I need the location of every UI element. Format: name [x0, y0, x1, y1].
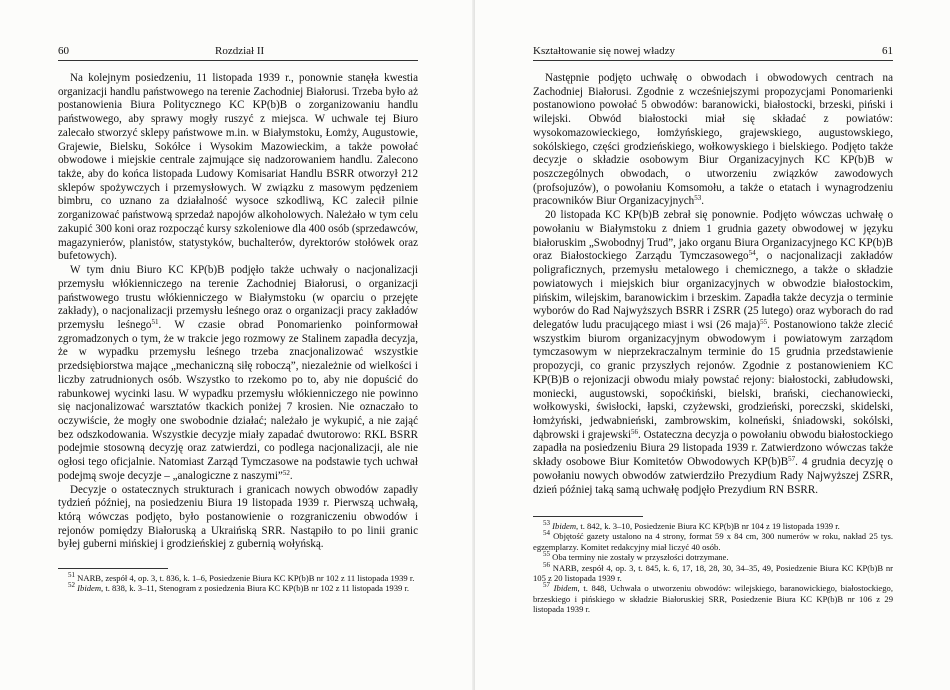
left-body-text: [58, 72, 418, 552]
footnote-ref-57: 57: [788, 455, 796, 464]
left-paragraph-1: Na kolejnym posiedzeniu, 11 listopada 1939 r., ponownie stanęła kwestia organizacji handlu państwowego na terenie Zachodniej Białorusi. Trzeba było aż postanowienia Biura Politycznego KC KP(b)B o zorganizowaniu handlu państwowego, aby sprawy mogły ruszyć z miejsca. W uchwale tej Biuro zalecało stworzyć sklepy państwowe m.in. w Białymstoku, Łomży, Augustowie, Grajewie, Bielsku, Sokółce i Wysokim Mazowieckim, a także powołać obwodowe i miejskie centrale zajmujące się nadzorowaniem handlu. Zalecono także, aby do końca listopada Ludowy Komisariat Handlu BSRR otworzył 212 sklepów spożywczych i przemysłowych. W związku z masowym pędzeniem bimbru, co uznano za działalność wysoce szkodliwą, KC zalecił pilnie zorganizować państwową sprzedaż napojów alkoholowych. Należało w tym celu zakupić 300 koni oraz rozpocząć kursy szkoleniowe dla 400 osób (sprzedawców, magazynierów, planistów, statystyków, buchalterów, dyrektorów stołówek oraz bufetowych).: [58, 72, 419, 263]
right-page: [475, 0, 950, 690]
right-running-head-title: Kształtowanie się nowej władzy: [533, 45, 676, 57]
left-running-header: [58, 44, 418, 61]
left-footnotes: [58, 573, 418, 594]
right-footnotes: [533, 521, 893, 615]
footnote-ref-52: 52: [282, 468, 290, 477]
right-running-header: [533, 44, 893, 61]
right-page-number: 61: [882, 45, 893, 57]
footnote-ref-53: 53: [694, 194, 702, 203]
footnote-51: $^{51}$ NARB, zespół 4, op. 3, t. 836, k. 1–6, Posiedzenie Biura KC KP(b)B nr 102 z 11 listopada 1939 r.: [68, 571, 415, 583]
right-paragraph-1: Następnie podjęto uchwałę o obwodach i obwodowych centrach na Zachodniej Białorusi. Zgodnie z wcześniejszymi propozycjami Ponomarienki postanowiono powołać 5 obwodów: baranowicki, białostocki, brzeski, piński i wilejski. Obwód białostocki miał się składać z powiatów: wysokomazowieckiego, łomżyńskiego, grajewskiego, augustowskiego, sokólskiego, części grodzieńskiego, wołkowyskiego i bielskiego. Podjęto także decyzje o składzie osobowym Biur Organizacyjnych KC KP(b)B w poszczególnych obwodach, o utworzeniu związków zawodowych (profsojuzów), o powołaniu Komsomołu, a także o etatach i wynagrodzeniu pracowników Biur Organizacyjnych$^{53}$.: [533, 72, 893, 208]
left-paragraph-2: W tym dniu Biuro KC KP(b)B podjęło także uchwały o nacjonalizacji przemysłu włókienniczego na terenie Zachodniej Białorusi, o organizacji państwowego trustu włókienniczego w Białymstoku (w oparciu o przejęte zakłady), o nacjonalizacji przemysłu leśnego oraz o organizacji pracy zakładów przemysłu leśnego$^{51}$. W czasie obrad Ponomarienko poinformował zgromadzonych o tym, że w trakcie jego rozmowy ze Stalinem zapadła decyzja, że w wypadku przemysłu leśnego trzeba znacjonalizować wszystkie przedsiębiorstwa mające „mechaniczną siłę roboczą”, niezależnie od wielkości i liczby zatrudnionych osób. Wszystko to rzekomo po to, aby nie dopuścić do rabunkowej wycinki lasu. W wypadku przemysłu włókienniczego nie powinno się nacjonalizować warsztatów tkackich poniżej 7 krosien. Nie oznaczało to oczywiście, że mogły one swobodnie działać; należało je wykupić, a nie zająć bez odszkodowania. Wszystkie decyzje miały zapadać dwutorowo: RKL BSRR podejmie stosowną decyzję oraz zatwierdzi, co podlega nacjonalizacji, ale nie ogłosi tego oficjalnie. Natomiast Zarząd Tymczasowe na podstawie tych uchwał podejmą swoje decyzje – „analogiczne z naszymi”$^{52}$.: [58, 264, 419, 482]
footnote-52: $^{52}$ Ibidem, t. 838, k. 3–11, Stenogram z posiedzenia Biura KC KP(b)B nr 102 z 11 listopada 1939 r.: [68, 581, 410, 594]
footnote-56: $^{56}$ NARB, zespół 4, op. 3, t. 845, k. 6, 17, 18, 28, 30, 34–35, 49, Posiedzenie Biura KC KP(b)B nr 105 z 20 listopada 1939 r.: [533, 560, 893, 584]
right-body-text: [533, 72, 893, 497]
footnote-53: $^{53}$ Ibidem, t. 842, k. 3–10, Posiedzenie Biura KC KP(b)B nr 104 z 19 listopada 1939 r.: [543, 519, 840, 531]
footnote-55: $^{55}$ Oba terminy nie zostały w przyszłości dotrzymane.: [543, 550, 729, 563]
footnote-ref-51: 51: [151, 317, 159, 326]
footnote-ref-54: 54: [748, 249, 756, 258]
left-page-number: 60: [58, 45, 69, 57]
right-paragraph-2: 20 listopada KC KP(b)B zebrał się ponownie. Podjęto wówczas uchwałę o powołaniu w Białymstoku z dniem 1 grudnia gazety obwodowej w języku białoruskim „Swobodnyj Trud”, jako organu Biura Organizacyjnego KC KP(b)B oraz Białostockiego Zarządu Tymczasowego$^{54}$, o nacjonalizacji zakładów poligraficznych, przemysłu metalowego i chemicznego, a także o składzie powiatowych i miejskich biur organizacyjnych w obwodzie białostockim, pińskim, wilejskim, baranowickim i brzeskim. Zapadła także decyzja o terminie wyborów do Rad Najwyższych BSRR i ZSRR (25 lutego) oraz wyborach do rad delegatów ludu pracującego miast i wsi (26 maja)$^{55}$. Postanowiono także zlecić wszystkim biurom organizacyjnym obwodowym i powiatowym zarządom tymczasowym w nieprzekraczalnym terminie do 15 grudnia przedstawienie propozycji, co granic przyszłych rejonów. Zgodnie z postanowieniem KC KP(B)B o rejonizacji obwodu miały powstać rejony: białostocki, zabłudowski, moniecki, augustowski, sopoćkiński, bielski, brański, ciechanowiecki, wołkowyski, świsłocki, łapski, czyżewski, grodzieński, poreczski, skidelski, łomżyński, jedwabnieński, zambrowskim, kolneński, śniadowski, sokólski, dąbrowski i grajewski$^{56}$. Ostateczna decyzja o powołaniu obwodu białostockiego zapadła na posiedzeniu Biura 29 listopada 1939 r. Zatwierdzono wówczas także składy osobowe Biur Komitetów Obwodowych $KP(b)B^{57}$. 4 grudnia decyzję o powołaniu nowych obwodów zatwierdziło Prezydium Rady Najwyższej ZSRR, dzień później taką samą uchwałę podjęło Prezydium RN BSRR.: [533, 209, 893, 496]
left-paragraph-3: Decyzje o ostatecznych strukturach i granicach nowych obwodów zapadły tydzień później, na posiedzeniu Biura 19 listopada 1939 r. Pierwszą uchwałą, którą wówczas podjęto, było postanowienie o rozgraniczeniu obwodów i rejonów pomiędzy Białoruską a Ukraińską SRR. Nastąpiło to po linii granic byłej guberni mińskiej i grodzieńskiej z gubernią wołyńską.: [58, 483, 418, 551]
footnote-ref-56: 56: [631, 427, 639, 436]
footnote-ref-55: 55: [760, 317, 768, 326]
footnote-57: $^{57}$ Ibidem, t. 848, Uchwała o utworzeniu obwodów: wilejskiego, baranowickiego, białostockiego, brzeskiego i pińskiego w składzie Białoruskiej SRR, Posiedzenie Biura KC KP(b)B nr 106 z 29 listopada 1939 r.: [533, 581, 893, 615]
footnote-54: $^{54}$ Objętość gazety ustalono na 4 strony, format 59 x 84 cm, 300 numerów w roku, nakład 25 tys. egzemplarzy. Komitet redakcyjny miał liczyć 40 osób.: [533, 529, 893, 552]
left-running-head-title: Rozdział II: [215, 45, 265, 57]
left-footnote-rule: [58, 568, 168, 569]
right-footnote-rule: [533, 516, 643, 517]
